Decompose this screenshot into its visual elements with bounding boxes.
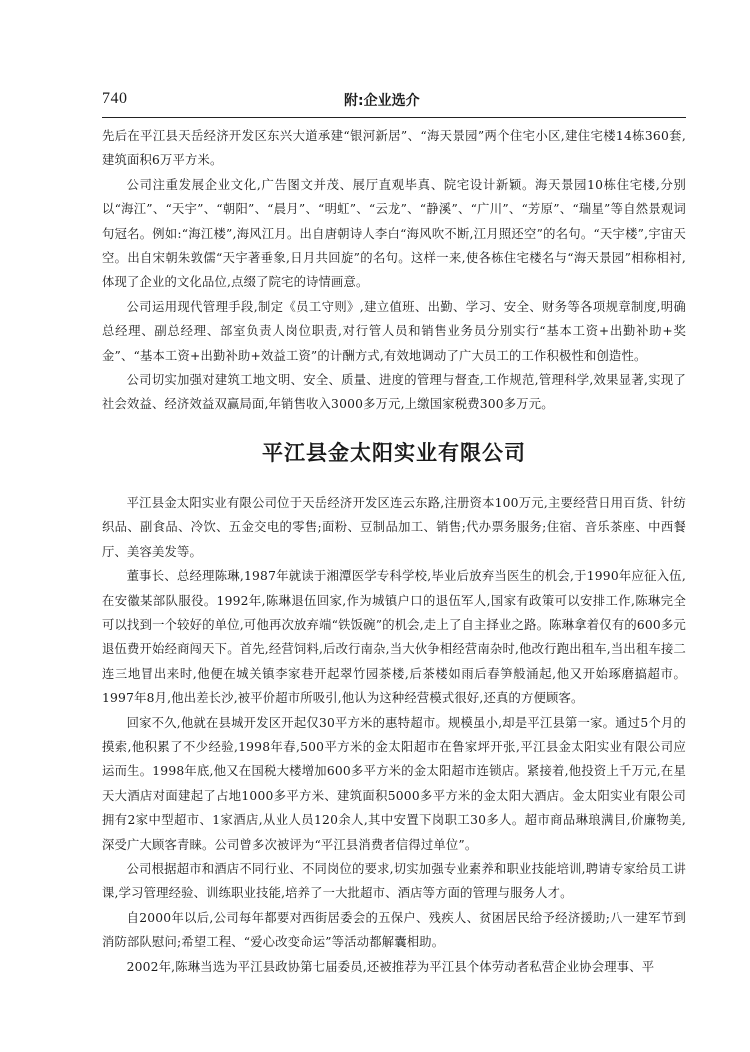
paragraph: 回家不久,他就在县城开发区开起仅30平方米的惠特超市。规模虽小,却是平江县第一家。通过5个月的摸索,他积累了不少经验,1998年春,500平方米的金太阳超市在鲁家坪开张,平江县金太阳实业有限公司应运而生。1998年底,他又在国税大楼增加600多平方米的金太阳超市连锁店。紧接着,他投资上千万元,在星天大酒店对面建起了占地1000多平方米、建筑面积5000多平方米的金太阳大酒店。金太阳实业有限公司拥有2家中型超市、1家酒店,从业人员120余人,其中安置下岗职工30多人。超市商品琳琅满目,价廉物美,深受广大顾客青睐。公司曾多次被评为“平江县消费者信得过单位”。 — [102, 715, 686, 852]
paragraph: 公司运用现代管理手段,制定《员工守则》,建立值班、出勤、学习、安全、财务等各项规章制度,明确总经理、副总经理、部室负责人岗位职责,对行管人员和销售业务员分别实行“基本工资+出勤补助+奖金”、“基本工资+出勤补助+效益工资”的计酬方式,有效地调动了广大员工的工作积极性和创造性。 — [102, 299, 686, 363]
running-head: 附:企业选介 — [344, 93, 420, 109]
paragraph: 平江县金太阳实业有限公司位于天岳经济开发区连云东路,注册资本100万元,主要经营日用百货、针纺织品、副食品、冷饮、五金交电的零售;面粉、豆制品加工、销售;代办票务服务;住宿、音乐茶座、中西餐厅、美容美发等。 — [102, 495, 686, 559]
header-rule — [102, 117, 686, 118]
paragraph: 公司注重发展企业文化,广告图文并茂、展厅直观毕真、院宅设计新颖。海天景园10栋住宅楼,分别以“海江”、“天宇”、“朝阳”、“晨月”、“明虹”、“云龙”、“静溪”、“广川”、“芳原”、“瑞星”等自然景观词句冠名。例如:“海江楼”,海风江月。出自唐朝诗人李白“海风吹不断,江月照还空”的名句。“天宇楼”,宇宙天空。出自宋朝朱敦儒“天宇著垂象,日月共回旋”的名句。这样一来,使各栋住宅楼名与“海天景园”相称相衬,体现了企业的文化品位,点缀了院宅的诗情画意。 — [102, 177, 686, 290]
page-header — [102, 90, 686, 114]
paragraph-continued: 先后在平江县天岳经济开发区东兴大道承建“银河新居”、“海天景园”两个住宅小区,建住宅楼14栋360套,建筑面积6万平方米。 — [102, 129, 686, 168]
paragraph: 公司切实加强对建筑工地文明、安全、质量、进度的管理与督查,工作规范,管理科学,效果显著,实现了社会效益、经济效益双赢局面,年销售收入3000多万元,上缴国家税费300多万元。 — [102, 373, 686, 412]
paragraph: 董事长、总经理陈琳,1987年就读于湘潭医学专科学校,毕业后放弃当医生的机会,于1990年应征入伍,在安徽某部队服役。1992年,陈琳退伍回家,作为城镇户口的退伍军人,国家有政策可以安排工作,陈琳完全可以找到一个较好的单位,可他再次放弃端“铁饭碗”的机会,走上了自主择业之路。陈琳拿着仅有的600多元退伍费开始经商闯天下。首先,经营饲料,后改行南杂,当大伙争相经营南杂时,他改行跑出租车,当出租车接二连三地冒出来时,他便在城关镇李家巷开起翠竹园茶楼,后茶楼如雨后春笋般涌起,他又开始琢磨搞超市。1997年8月,他出差长沙,被平价超市所吸引,他认为这种经营模式很好,还真的方便顾客。 — [102, 569, 686, 706]
page-number: 740 — [102, 90, 128, 107]
paragraph: 公司根据超市和酒店不同行业、不同岗位的要求,切实加强专业素养和职业技能培训,聘请专家给员工讲课,学习管理经验、训练职业技能,培养了一大批超市、酒店等方面的管理与服务人才。 — [102, 861, 686, 901]
paragraph: 2002年,陈琳当选为平江县政协第七届委员,还被推荐为平江县个体劳动者私营企业协会理事、平 — [126, 959, 655, 974]
paragraph: 自2000年以后,公司每年都要对西街居委会的五保户、残疾人、贫困居民给予经济援助;八一建军节到消防部队慰问;希望工程、“爱心改变命运”等活动都解囊相助。 — [102, 910, 686, 950]
section-title: 平江县金太阳实业有限公司 — [262, 440, 526, 465]
page-body — [102, 124, 686, 979]
